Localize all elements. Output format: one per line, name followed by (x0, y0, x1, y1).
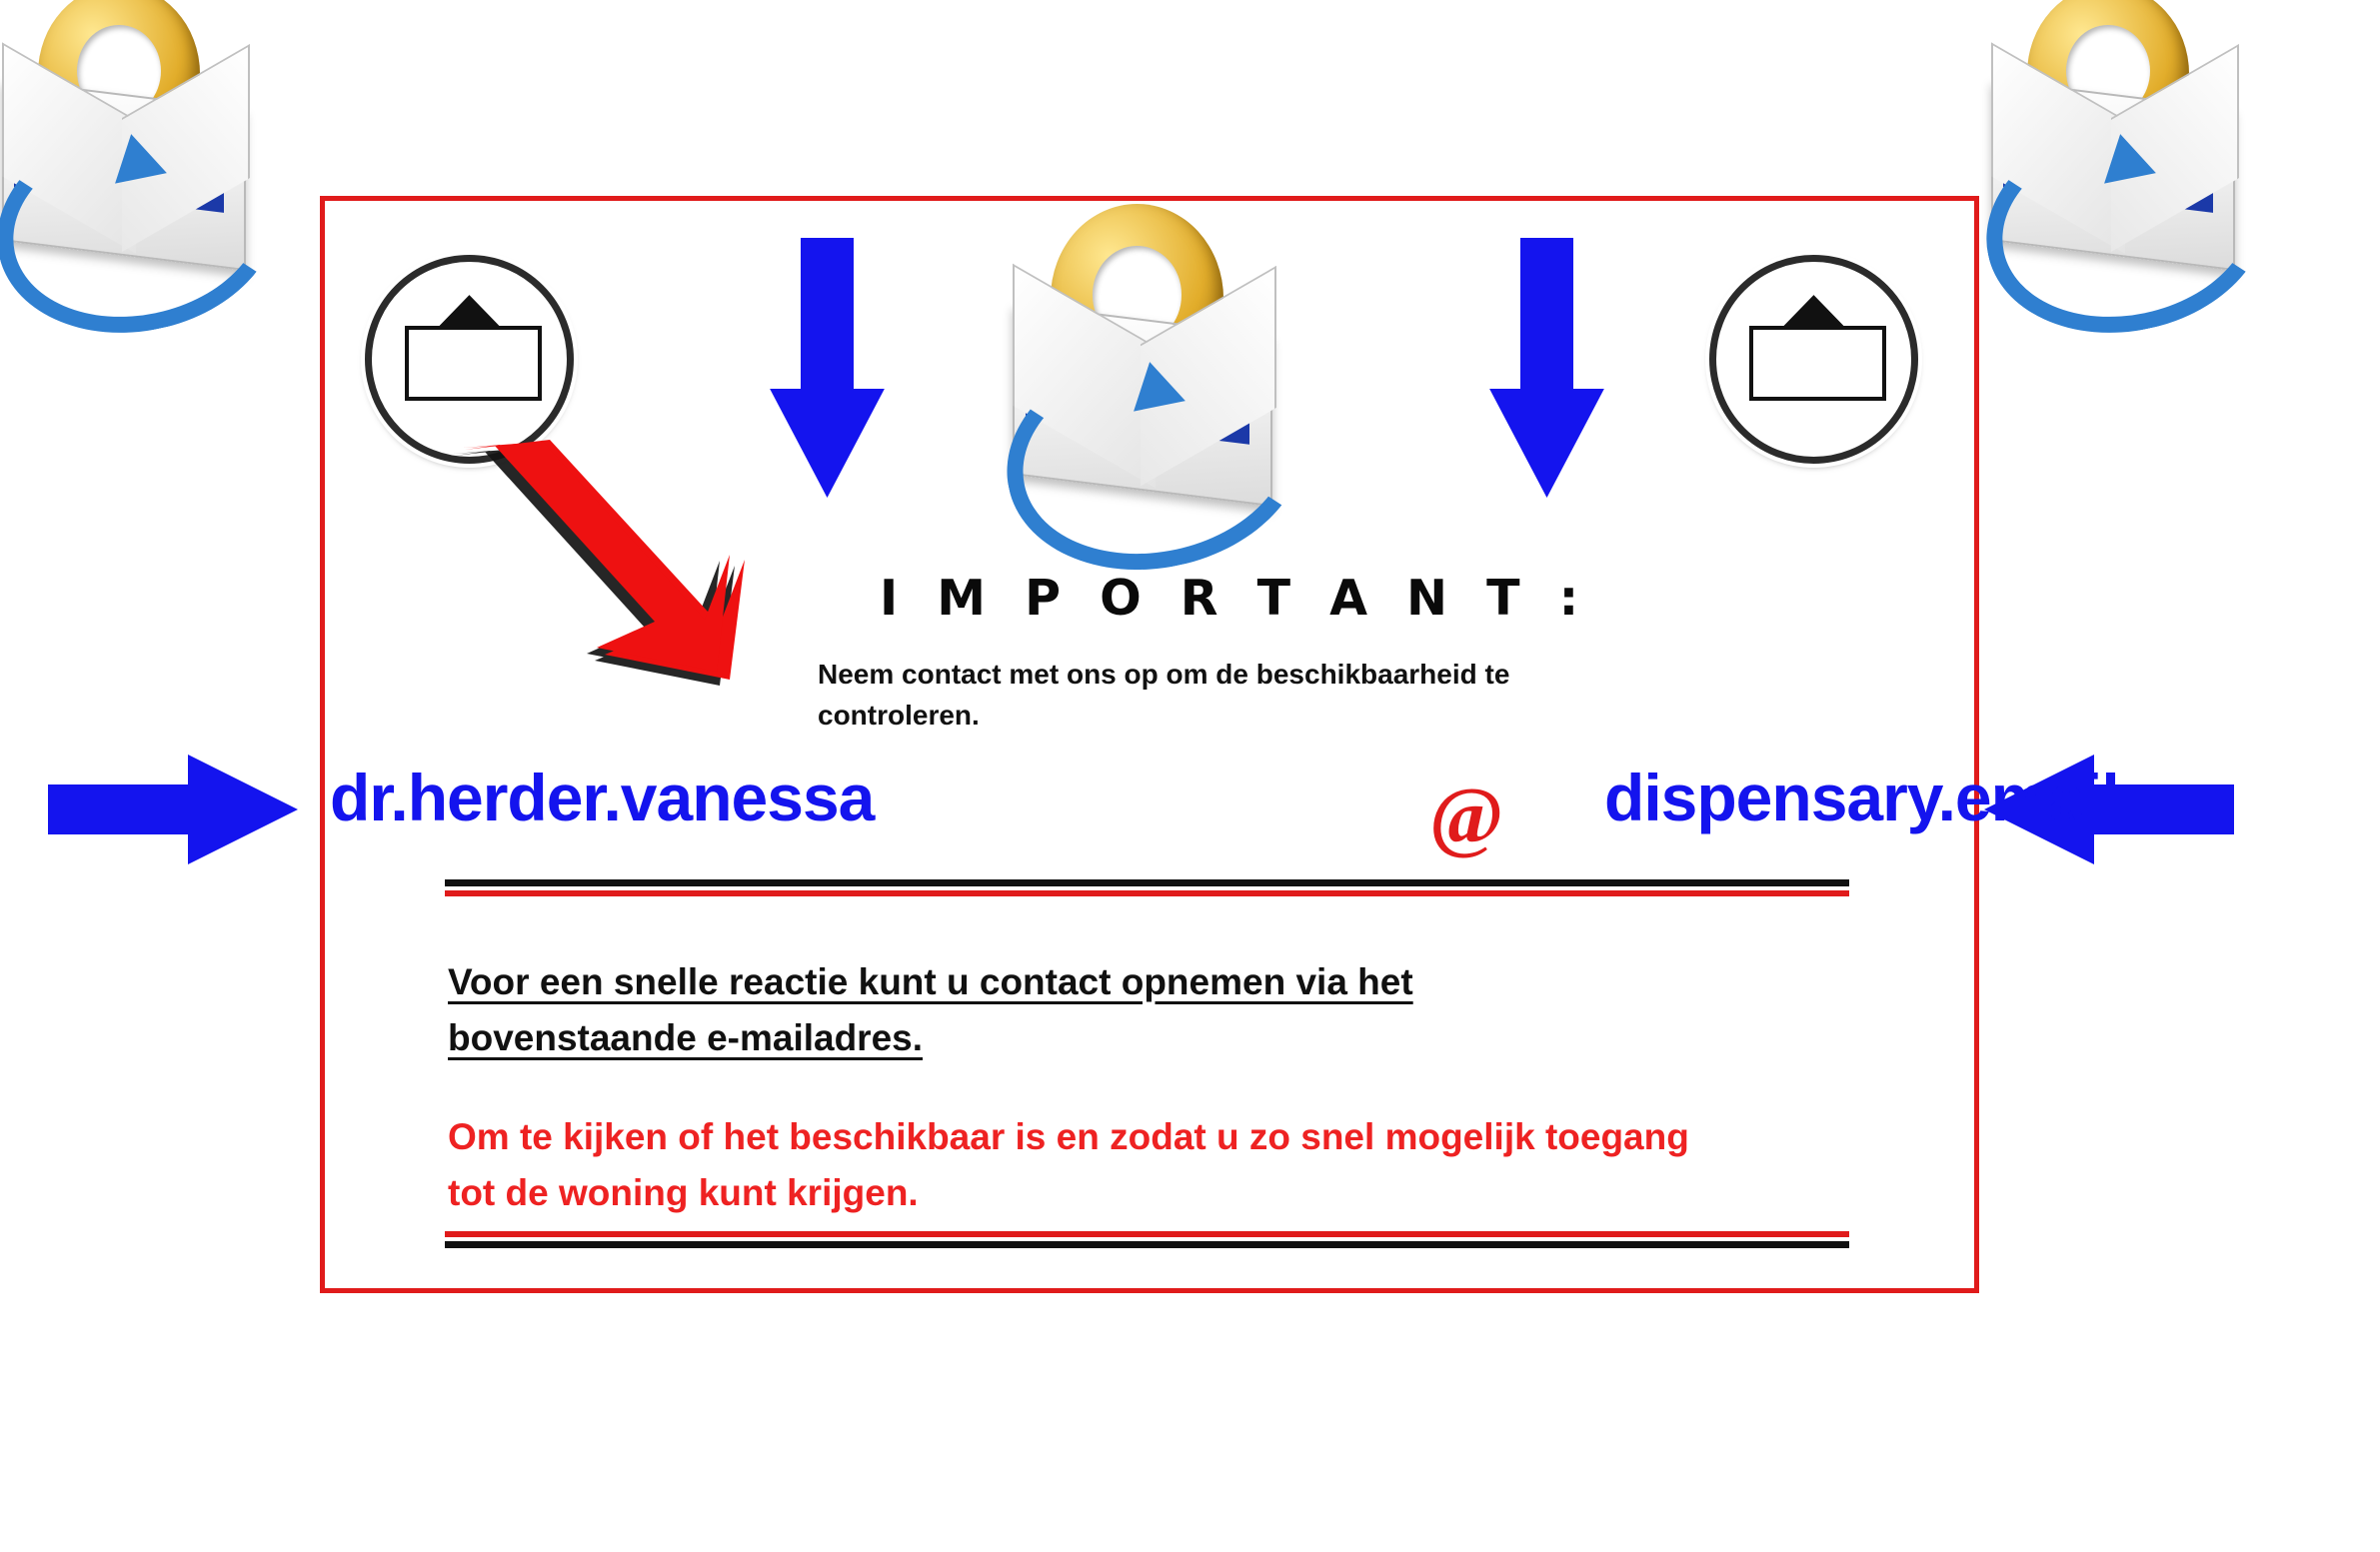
arrow-down-icon (1489, 238, 1604, 498)
at-sign-hole (2066, 25, 2150, 117)
mail-badge-inner (419, 344, 520, 387)
envelope-flap-left (2, 42, 136, 253)
at-sign-hole (77, 25, 161, 117)
divider-bar-dark (445, 879, 1849, 886)
note-underlined: Voor een snelle reactie kunt u contact opnemen via het bovenstaande e-mailadres. (448, 961, 1413, 1059)
arrow-head (1489, 389, 1604, 498)
envelope-blue-band (14, 114, 224, 212)
email-envelope-at-icon (1979, 0, 2279, 312)
envelope-blue-band (2003, 114, 2213, 212)
blue-swoosh-arrow (1966, 93, 2287, 358)
mail-circle-icon (365, 255, 574, 464)
blue-swoosh-arrowhead (115, 135, 175, 199)
divider-bar-red (445, 1231, 1849, 1237)
arrow-shaft (801, 238, 854, 399)
email-envelope-at-icon (0, 0, 290, 312)
arrow-down-icon (770, 238, 885, 498)
blue-swoosh-arrow (0, 93, 299, 358)
note-red: Om te kijken of het beschikbaar is en zodat u zo snel mogelijk toegang tot de woning kunt krijgen. (448, 1116, 1689, 1214)
divider-bar-red (445, 890, 1849, 896)
page-title: I M P O R T A N T : (880, 570, 1590, 627)
divider-bar-dark (445, 1241, 1849, 1248)
email-local-part[interactable]: dr.herder.vanessa (330, 761, 875, 834)
subtitle-text: Neem contact met ons op om de beschikbaarheid te controleren. (818, 659, 1510, 731)
divider-top (445, 879, 1849, 896)
arrow-right-icon (48, 755, 298, 864)
envelope-body (1991, 79, 2235, 271)
envelope-flap-right (2111, 44, 2239, 252)
at-sign-disc (38, 0, 200, 163)
divider-bottom (445, 1231, 1849, 1248)
at-sign-disc (2027, 0, 2189, 163)
mail-circle-icon (1709, 255, 1918, 464)
mail-badge-inner (1763, 344, 1864, 387)
envelope-body (2, 79, 246, 271)
blue-swoosh-arrowhead (2104, 135, 2164, 199)
envelope-flap-left (1991, 42, 2125, 253)
arrow-head (770, 389, 885, 498)
arrow-head (188, 755, 298, 864)
arrow-shaft (48, 784, 203, 835)
arrow-shaft (1520, 238, 1573, 399)
email-at-symbol: @ (1429, 773, 1504, 860)
email-domain-part[interactable]: dispensary.email (1604, 761, 2119, 834)
arrow-diagonal-down-right-icon (455, 440, 745, 680)
email-address-row (330, 760, 2119, 869)
envelope-flap-right (122, 44, 250, 252)
